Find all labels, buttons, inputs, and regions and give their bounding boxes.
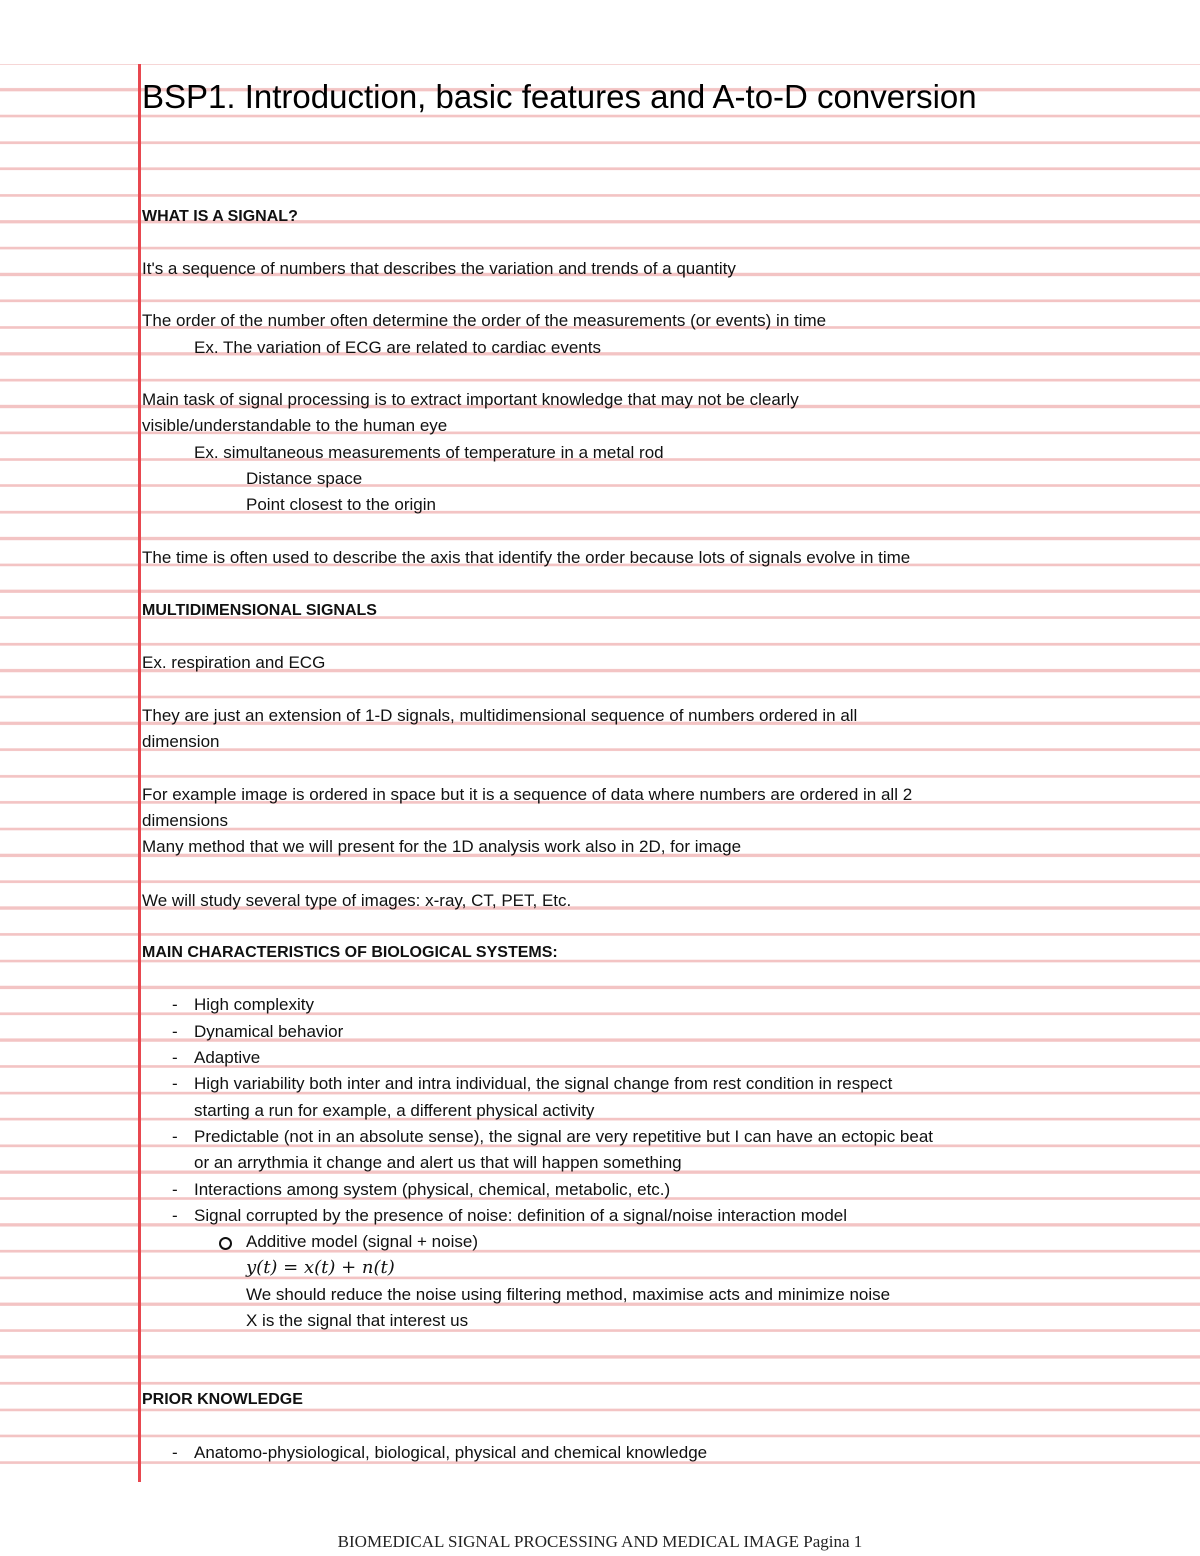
list-item-variability-line2: starting a run for example, a different physical activity	[194, 1101, 595, 1120]
bullet-mark: -	[172, 1180, 178, 1199]
paragraph-image-types: We will study several type of images: x-ray, CT, PET, Etc.	[142, 891, 572, 910]
bullet-mark: -	[172, 1022, 178, 1041]
heading-prior-knowledge: PRIOR KNOWLEDGE	[142, 1391, 303, 1408]
bullet-mark: -	[172, 1206, 178, 1225]
paragraph-extension-line2: dimension	[142, 732, 220, 751]
example-distance-space: Distance space	[246, 469, 363, 488]
example-closest-point: Point closest to the origin	[246, 495, 436, 514]
paragraph-time-axis: The time is often used to describe the axis that identify the order because lots of signals evolve in time	[142, 548, 911, 567]
bullet-mark: -	[172, 995, 178, 1014]
list-item-interactions: Interactions among system (physical, chemical, metabolic, etc.)	[194, 1180, 671, 1199]
paragraph-main-task-line1: Main task of signal processing is to extract important knowledge that may not be clearly	[142, 390, 799, 409]
formula-additive-model: y(t) = x(t) + n(t)	[246, 1257, 395, 1278]
notebook-margin-line	[138, 64, 141, 1482]
paragraph-signal-definition: It's a sequence of numbers that describes the variation and trends of a quantity	[142, 259, 736, 278]
paragraph-main-task-line2: visible/understandable to the human eye	[142, 416, 448, 435]
paragraph-signal-order: The order of the number often determine the order of the measurements (or events) in time	[142, 311, 827, 330]
example-metal-rod: Ex. simultaneous measurements of temperature in a metal rod	[194, 443, 664, 462]
list-item-complexity: High complexity	[194, 995, 314, 1014]
sub-item-additive-model: Additive model (signal + noise)	[246, 1232, 478, 1251]
heading-biological-characteristics: MAIN CHARACTERISTICS OF BIOLOGICAL SYSTEMS:	[142, 944, 558, 961]
bullet-mark: -	[172, 1074, 178, 1093]
circle-bullet-icon	[219, 1237, 232, 1250]
bullet-mark: -	[172, 1127, 178, 1146]
heading-multidimensional-signals: MULTIDIMENSIONAL SIGNALS	[142, 602, 377, 619]
list-item-predictable-line1: Predictable (not in an absolute sense), the signal are very repetitive but I can have an ectopic beat	[194, 1127, 934, 1146]
note-signal-of-interest: X is the signal that interest us	[246, 1311, 469, 1330]
paragraph-methods-2d: Many method that we will present for the 1D analysis work also in 2D, for image	[142, 837, 742, 856]
example-respiration-ecg: Ex. respiration and ECG	[142, 653, 326, 672]
list-item-dynamical: Dynamical behavior	[194, 1022, 344, 1041]
paragraph-extension-line1: They are just an extension of 1-D signals, multidimensional sequence of numbers ordered in all	[142, 706, 858, 725]
page-footer: BIOMEDICAL SIGNAL PROCESSING AND MEDICAL IMAGE Pagina 1	[337, 1532, 863, 1551]
example-ecg: Ex. The variation of ECG are related to cardiac events	[194, 338, 601, 357]
list-item-predictable-line2: or an arrythmia it change and alert us that will happen something	[194, 1153, 682, 1172]
heading-what-is-signal: WHAT IS A SIGNAL?	[142, 208, 298, 225]
list-item-noise: Signal corrupted by the presence of noise: definition of a signal/noise interaction model	[194, 1206, 848, 1225]
page-top-margin	[0, 0, 1200, 64]
page-title: BSP1. Introduction, basic features and A-to-D conversion	[142, 78, 977, 115]
note-reduce-noise: We should reduce the noise using filtering method, maximise acts and minimize noise	[246, 1285, 891, 1304]
list-item-anatomo-physiological: Anatomo-physiological, biological, physical and chemical knowledge	[194, 1443, 708, 1462]
list-item-adaptive: Adaptive	[194, 1048, 261, 1067]
paragraph-image-line1: For example image is ordered in space but it is a sequence of data where numbers are ordered in all 2	[142, 785, 913, 804]
bullet-mark: -	[172, 1048, 178, 1067]
bullet-mark: -	[172, 1443, 178, 1462]
paragraph-image-line2: dimensions	[142, 811, 228, 830]
list-item-variability-line1: High variability both inter and intra individual, the signal change from rest condition in respect	[194, 1074, 893, 1093]
